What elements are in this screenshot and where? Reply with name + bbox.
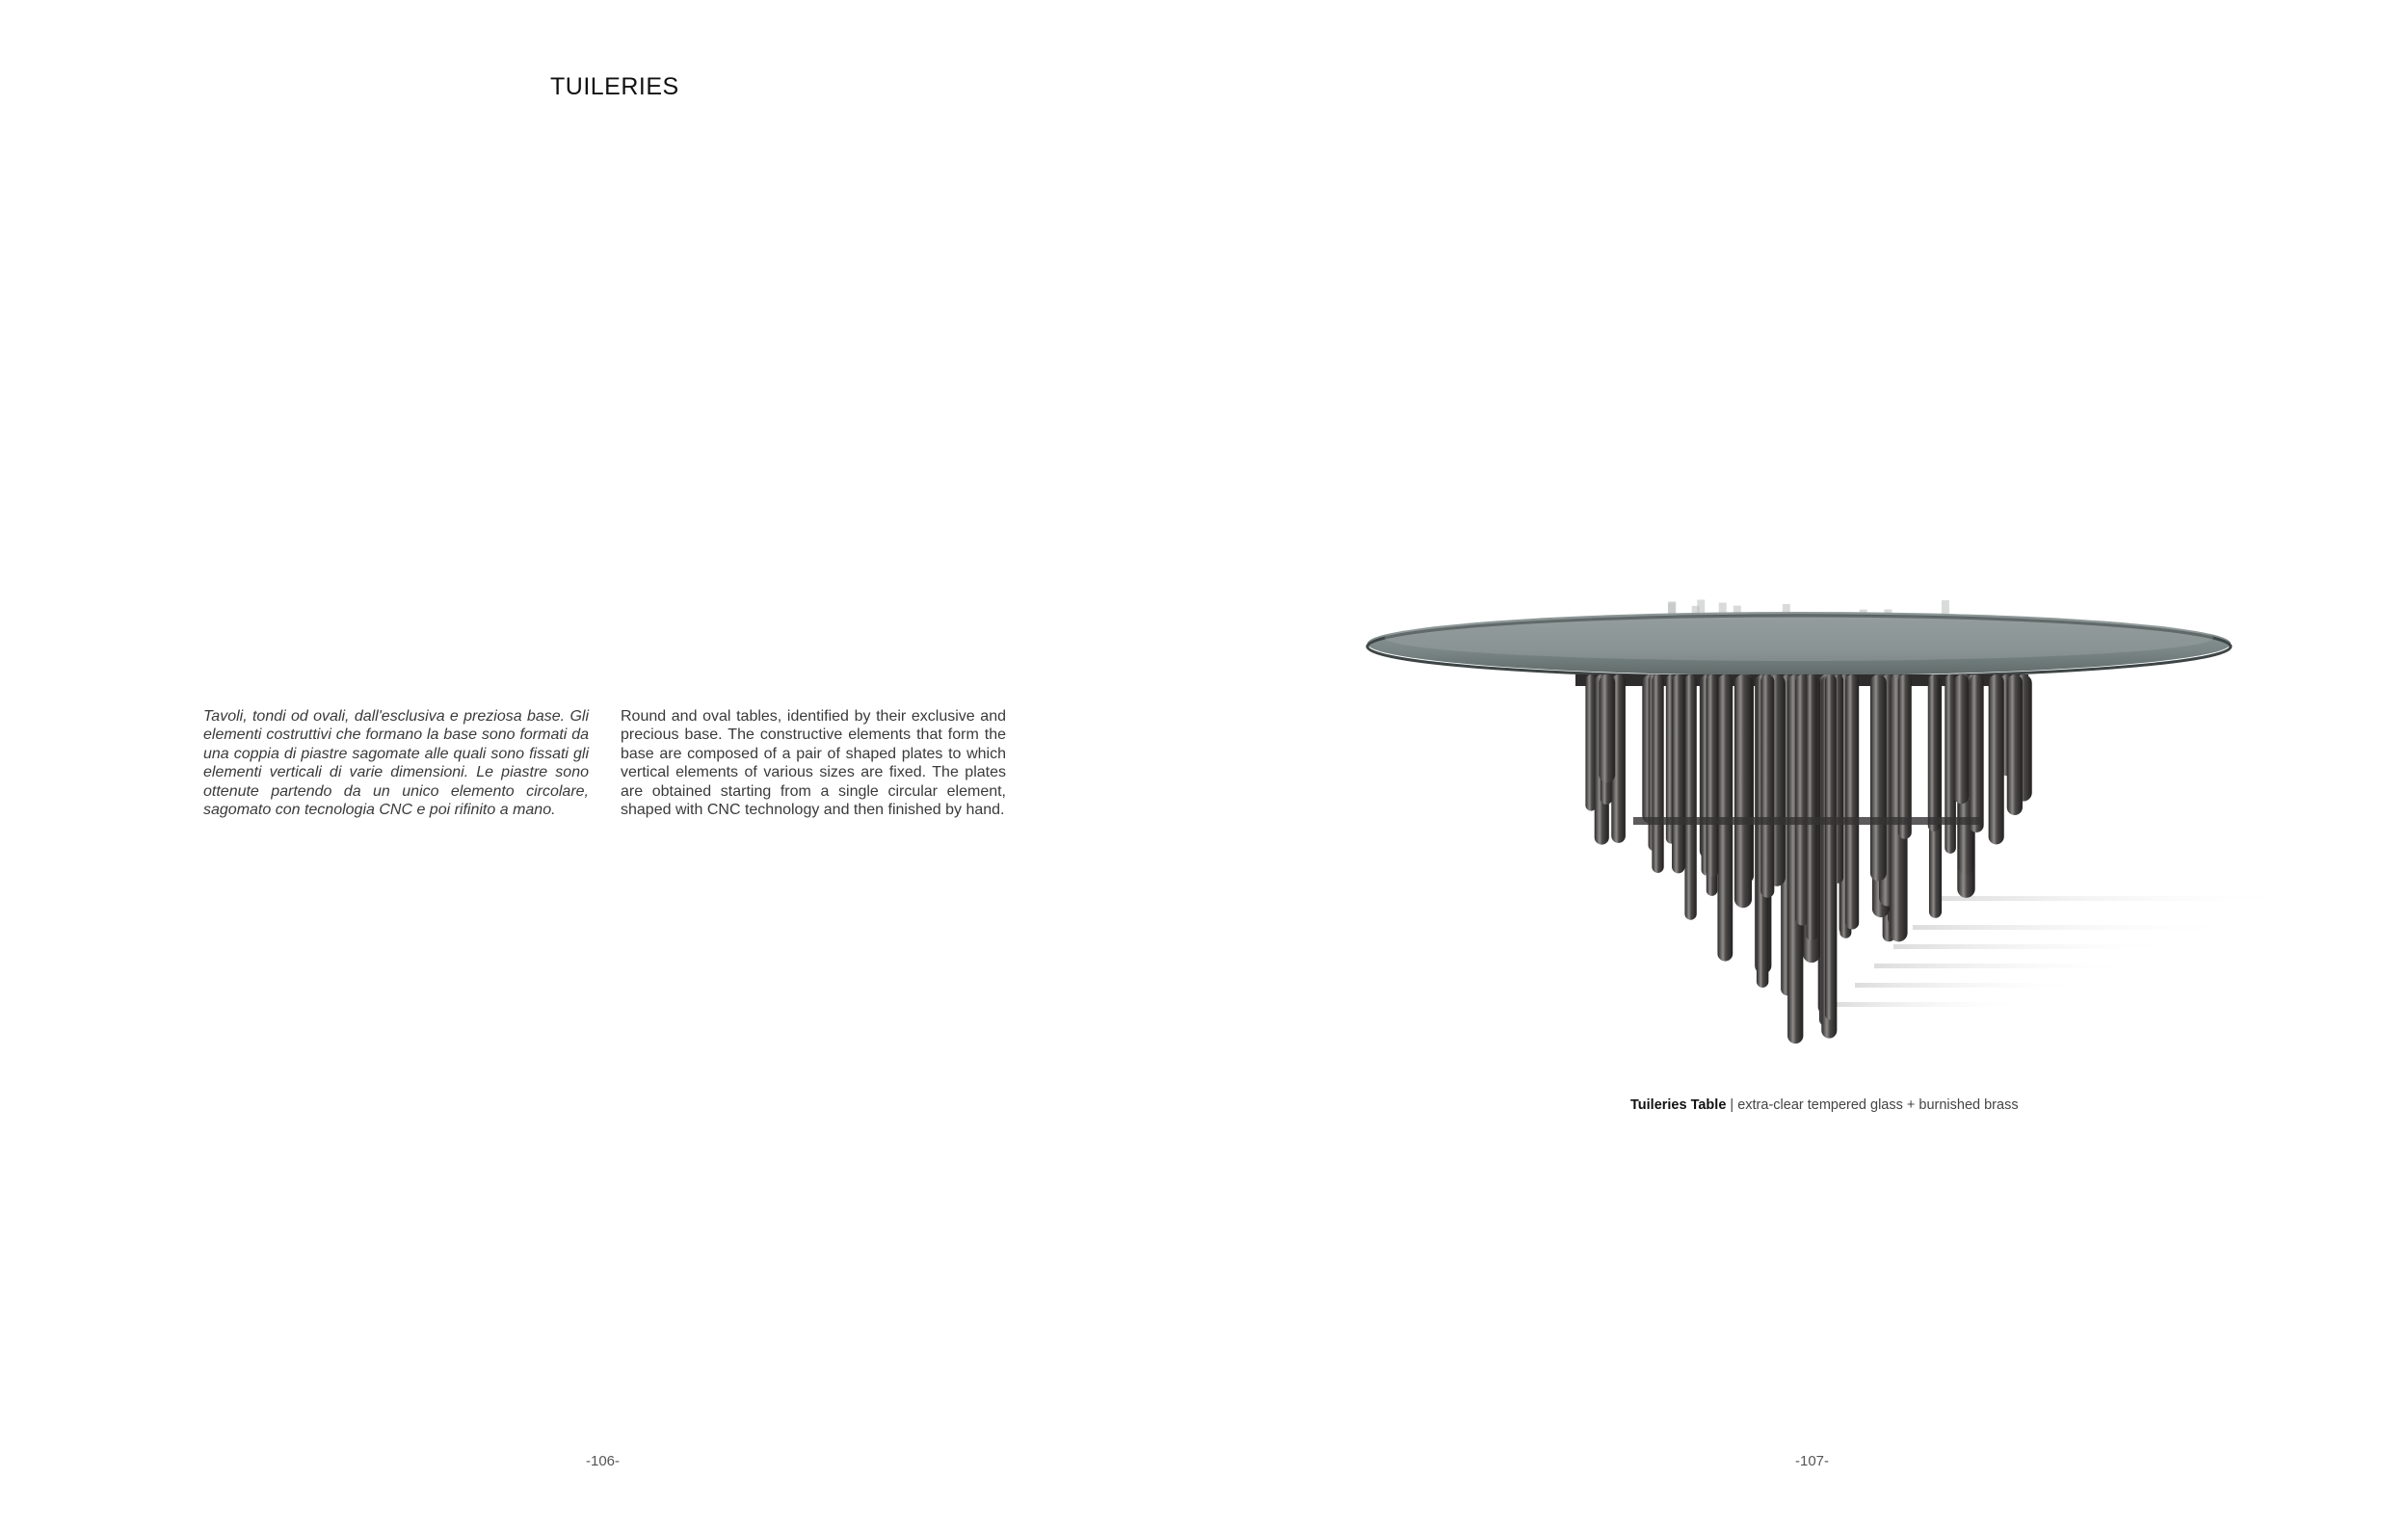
- page-title: TUILERIES: [550, 73, 679, 100]
- base-rod: [1707, 674, 1719, 877]
- glass-top: [1367, 612, 2231, 677]
- description-english: Round and oval tables, identified by their exclusive and precious base. The constructive elements that form the base are composed of a pair of shaped plates to which vertical elements of various sizes are fixed. The plates are obtained starting from a single circular element, shaped with CNC technology and then finished by hand.: [621, 708, 1006, 819]
- shadow-stripe: [1932, 896, 2298, 901]
- shadow-stripe: [1874, 964, 2144, 968]
- base-rod: [1970, 674, 1984, 832]
- base-rod: [1684, 674, 1696, 920]
- base-rod: [1734, 674, 1752, 908]
- base-rod: [1989, 674, 2004, 844]
- base-rod: [1599, 674, 1615, 782]
- page-number-left: -106-: [586, 1453, 621, 1469]
- shadow-stripe: [1893, 944, 2183, 949]
- base-ring: [1633, 817, 1980, 825]
- description-italian: Tavoli, tondi od ovali, dall'esclusiva e preziosa base. Gli elementi costruttivi che formano la base sono formati da una coppia di piastre sagomate alle quali sono fissati gli elementi verticali di varie dimensioni. Le piastre sono ottenute partendo da un unico elemento circolare, sagomato con tecnologia CNC e poi rifinito a mano.: [203, 708, 589, 819]
- tuileries-table-image: [1354, 578, 2317, 1079]
- base-rod: [1825, 674, 1837, 1020]
- base-rod: [1870, 674, 1887, 881]
- base-rod: [1760, 674, 1774, 898]
- shadow-stripe: [1913, 925, 2240, 930]
- base-rod: [1806, 674, 1816, 940]
- right-page: [1204, 0, 2408, 1532]
- page-number-right: -107-: [1795, 1453, 1830, 1469]
- caption-materials: extra-clear tempered glass + burnished brass: [1737, 1097, 2019, 1113]
- base-rod: [1672, 674, 1685, 873]
- base-rod: [1845, 674, 1859, 930]
- caption-separator: |: [1726, 1097, 1738, 1113]
- shadow-stripe: [1836, 1002, 2028, 1007]
- table-base-front: [1575, 674, 2032, 1043]
- base-rod: [1928, 674, 1940, 832]
- image-caption: [1630, 1097, 2019, 1113]
- caption-product-name: Tuileries Table: [1630, 1097, 1727, 1113]
- base-rod: [2007, 674, 2023, 815]
- base-rod: [1954, 674, 1969, 804]
- base-rod: [1652, 674, 1663, 873]
- base-rod: [1898, 674, 1912, 839]
- shadow-stripe: [1855, 983, 2086, 988]
